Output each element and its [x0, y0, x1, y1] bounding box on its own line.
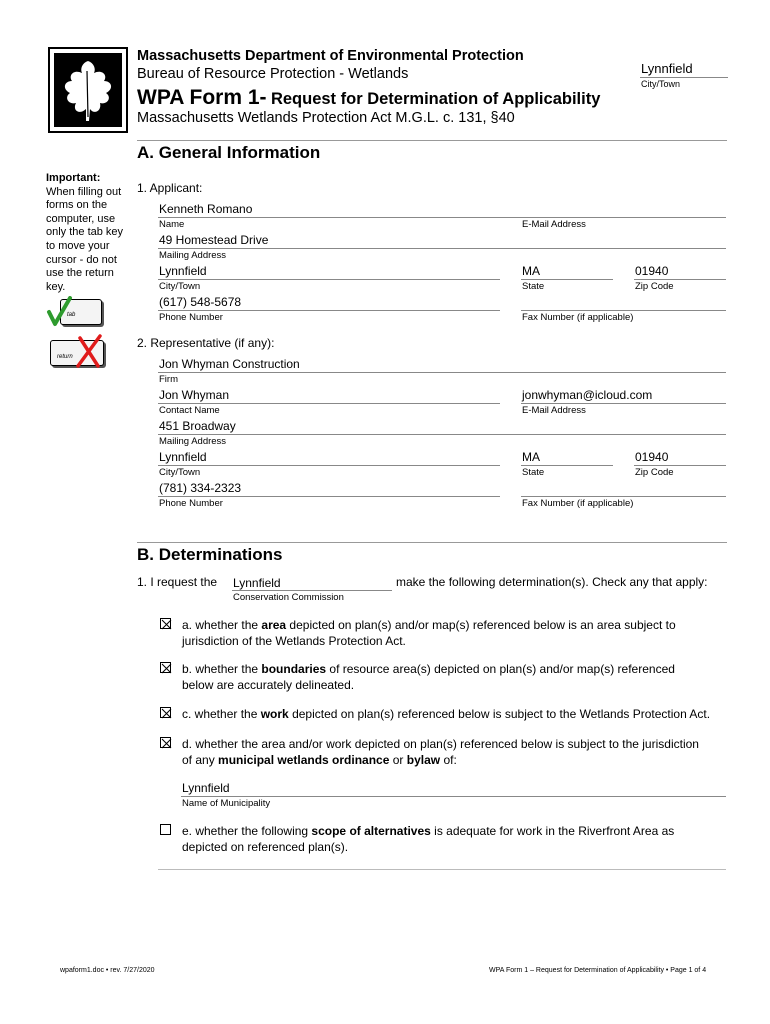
rep-firm-line: [158, 372, 726, 373]
rep-fax-line: [521, 496, 726, 497]
rep-fax-label: Fax Number (if applicable): [522, 498, 634, 509]
rep-phone-label: Phone Number: [159, 498, 223, 509]
divider-top: [137, 140, 727, 141]
applicant-address-label: Mailing Address: [159, 250, 227, 261]
item-c-text: c. whether the work depicted on plan(s) referenced below is subject to the Wetlands Protection Act.: [182, 707, 711, 721]
footer-left: wpaform1.doc • rev. 7/27/2020: [60, 967, 155, 974]
municipality-label: Name of Municipality: [182, 798, 271, 809]
act-reference: Massachusetts Wetlands Protection Act M.G.L. c. 131, §40: [137, 110, 515, 126]
rep-firm-value[interactable]: Jon Whyman Construction: [159, 357, 300, 371]
rep-contact-line: [158, 403, 500, 404]
dep-logo: [48, 47, 128, 133]
checkbox-d[interactable]: [160, 737, 171, 748]
checkbox-e[interactable]: [160, 824, 171, 835]
applicant-zip-label: Zip Code: [635, 281, 674, 292]
bureau-name: Bureau of Resource Protection - Wetlands: [137, 66, 409, 82]
header-city-value[interactable]: Lynnfield: [641, 61, 693, 76]
rep-email-value[interactable]: jonwhyman@icloud.com: [522, 388, 653, 402]
alternatives-line: [158, 869, 726, 870]
header-city-line: [640, 77, 728, 78]
applicant-zip-line: [634, 279, 726, 280]
rep-city-value[interactable]: Lynnfield: [159, 450, 207, 464]
rep-zip-label: Zip Code: [635, 467, 674, 478]
agency-name: Massachusetts Department of Environmental Protection: [137, 48, 524, 64]
section-a-heading: A. General Information: [137, 143, 321, 162]
applicant-zip-value[interactable]: 01940: [635, 264, 669, 278]
rep-state-line: [521, 465, 613, 466]
checkbox-c[interactable]: [160, 707, 171, 718]
item-a-text: a. whether the area depicted on plan(s) and/or map(s) referenced below is an area subject to jurisdiction of the Wetlands Protection Act.: [182, 618, 676, 648]
applicant-fax-label: Fax Number (if applicable): [522, 312, 634, 323]
rep-address-line: [158, 434, 726, 435]
commission-label: Conservation Commission: [233, 592, 344, 603]
rep-address-value[interactable]: 451 Broadway: [159, 419, 236, 433]
applicant-address-value[interactable]: 49 Homestead Drive: [159, 233, 269, 247]
important-line: computer, use: [46, 212, 116, 225]
tab-key-label: tab: [67, 312, 76, 318]
important-line: key.: [46, 280, 66, 293]
commission-value[interactable]: Lynnfield: [233, 576, 281, 590]
rep-contact-value[interactable]: Jon Whyman: [159, 388, 230, 402]
rep-zip-value[interactable]: 01940: [635, 450, 669, 464]
rep-city-line: [158, 465, 500, 466]
request-prefix: 1. I request the: [137, 575, 218, 589]
checkbox-b[interactable]: [160, 662, 171, 673]
tab-key-illustration: [46, 296, 104, 328]
form-number: WPA Form 1-: [137, 86, 267, 109]
important-line: only the tab key: [46, 226, 124, 239]
important-line: cursor - do not: [46, 253, 117, 266]
applicant-email-label: E-Mail Address: [522, 219, 586, 230]
applicant-city-label: City/Town: [159, 281, 201, 292]
important-line: use the return: [46, 267, 114, 280]
rep-phone-line: [158, 496, 500, 497]
applicant-name-line: [158, 217, 726, 218]
municipality-line: [181, 796, 726, 797]
applicant-state-label: State: [522, 281, 545, 292]
rep-firm-label: Firm: [159, 374, 178, 385]
representative-title: 2. Representative (if any):: [137, 336, 275, 350]
rep-email-line: [521, 403, 726, 404]
applicant-address-line: [158, 248, 726, 249]
municipality-value[interactable]: Lynnfield: [182, 781, 230, 795]
applicant-state-line: [521, 279, 613, 280]
x-mark-icon: [50, 334, 110, 368]
checkbox-a[interactable]: [160, 618, 171, 629]
oak-leaf-icon: [48, 47, 128, 133]
rep-phone-value[interactable]: (781) 334-2323: [159, 481, 242, 495]
applicant-fax-line: [521, 310, 726, 311]
rep-state-value[interactable]: MA: [522, 450, 540, 464]
rep-email-label: E-Mail Address: [522, 405, 586, 416]
rep-address-label: Mailing Address: [159, 436, 227, 447]
section-b-heading: B. Determinations: [137, 545, 283, 564]
rep-zip-line: [634, 465, 726, 466]
rep-city-label: City/Town: [159, 467, 201, 478]
rep-contact-label: Contact Name: [159, 405, 220, 416]
return-key-illustration: [50, 334, 110, 368]
form-subtitle: Request for Determination of Applicability: [270, 90, 601, 108]
return-key-label: return: [57, 354, 73, 360]
important-line: to move your: [46, 239, 110, 252]
footer-right: WPA Form 1 – Request for Determination of Applicability • Page 1 of 4: [489, 967, 707, 974]
applicant-state-value[interactable]: MA: [522, 264, 540, 278]
checkbox-x-icon: [161, 708, 172, 719]
applicant-title: 1. Applicant:: [137, 181, 203, 195]
item-e-text: e. whether the following scope of alternatives is adequate for work in the Riverfront Area as depicted on referenced plan(s).: [182, 824, 675, 854]
applicant-name-value[interactable]: Kenneth Romano: [159, 202, 253, 216]
important-line: forms on the: [46, 199, 108, 212]
applicant-phone-label: Phone Number: [159, 312, 223, 323]
checkmark-icon: [46, 296, 104, 328]
request-suffix: make the following determination(s). Check any that apply:: [396, 575, 708, 589]
checkbox-x-icon: [161, 663, 172, 674]
item-b-text: b. whether the boundaries of resource area(s) depicted on plan(s) and/or map(s) referenced below are accurately delineated.: [182, 662, 675, 692]
header-city-label: City/Town: [641, 79, 681, 89]
rep-state-label: State: [522, 467, 545, 478]
important-title: Important:: [46, 172, 101, 184]
applicant-phone-line: [158, 310, 500, 311]
applicant-name-label: Name: [159, 219, 185, 230]
checkbox-x-icon: [161, 738, 172, 749]
applicant-city-value[interactable]: Lynnfield: [159, 264, 207, 278]
divider-section-b: [137, 542, 727, 543]
checkbox-x-icon: [161, 619, 172, 630]
important-line: When filling out: [46, 185, 122, 198]
important-note: [46, 172, 136, 294]
applicant-phone-value[interactable]: (617) 548-5678: [159, 295, 242, 309]
applicant-city-line: [158, 279, 500, 280]
item-d-text: d. whether the area and/or work depicted on plan(s) referenced below is subject to the jurisdiction of any municipal wetlands ordinance or bylaw of:: [182, 737, 699, 767]
commission-line: [232, 590, 392, 591]
form-title: [137, 86, 600, 110]
